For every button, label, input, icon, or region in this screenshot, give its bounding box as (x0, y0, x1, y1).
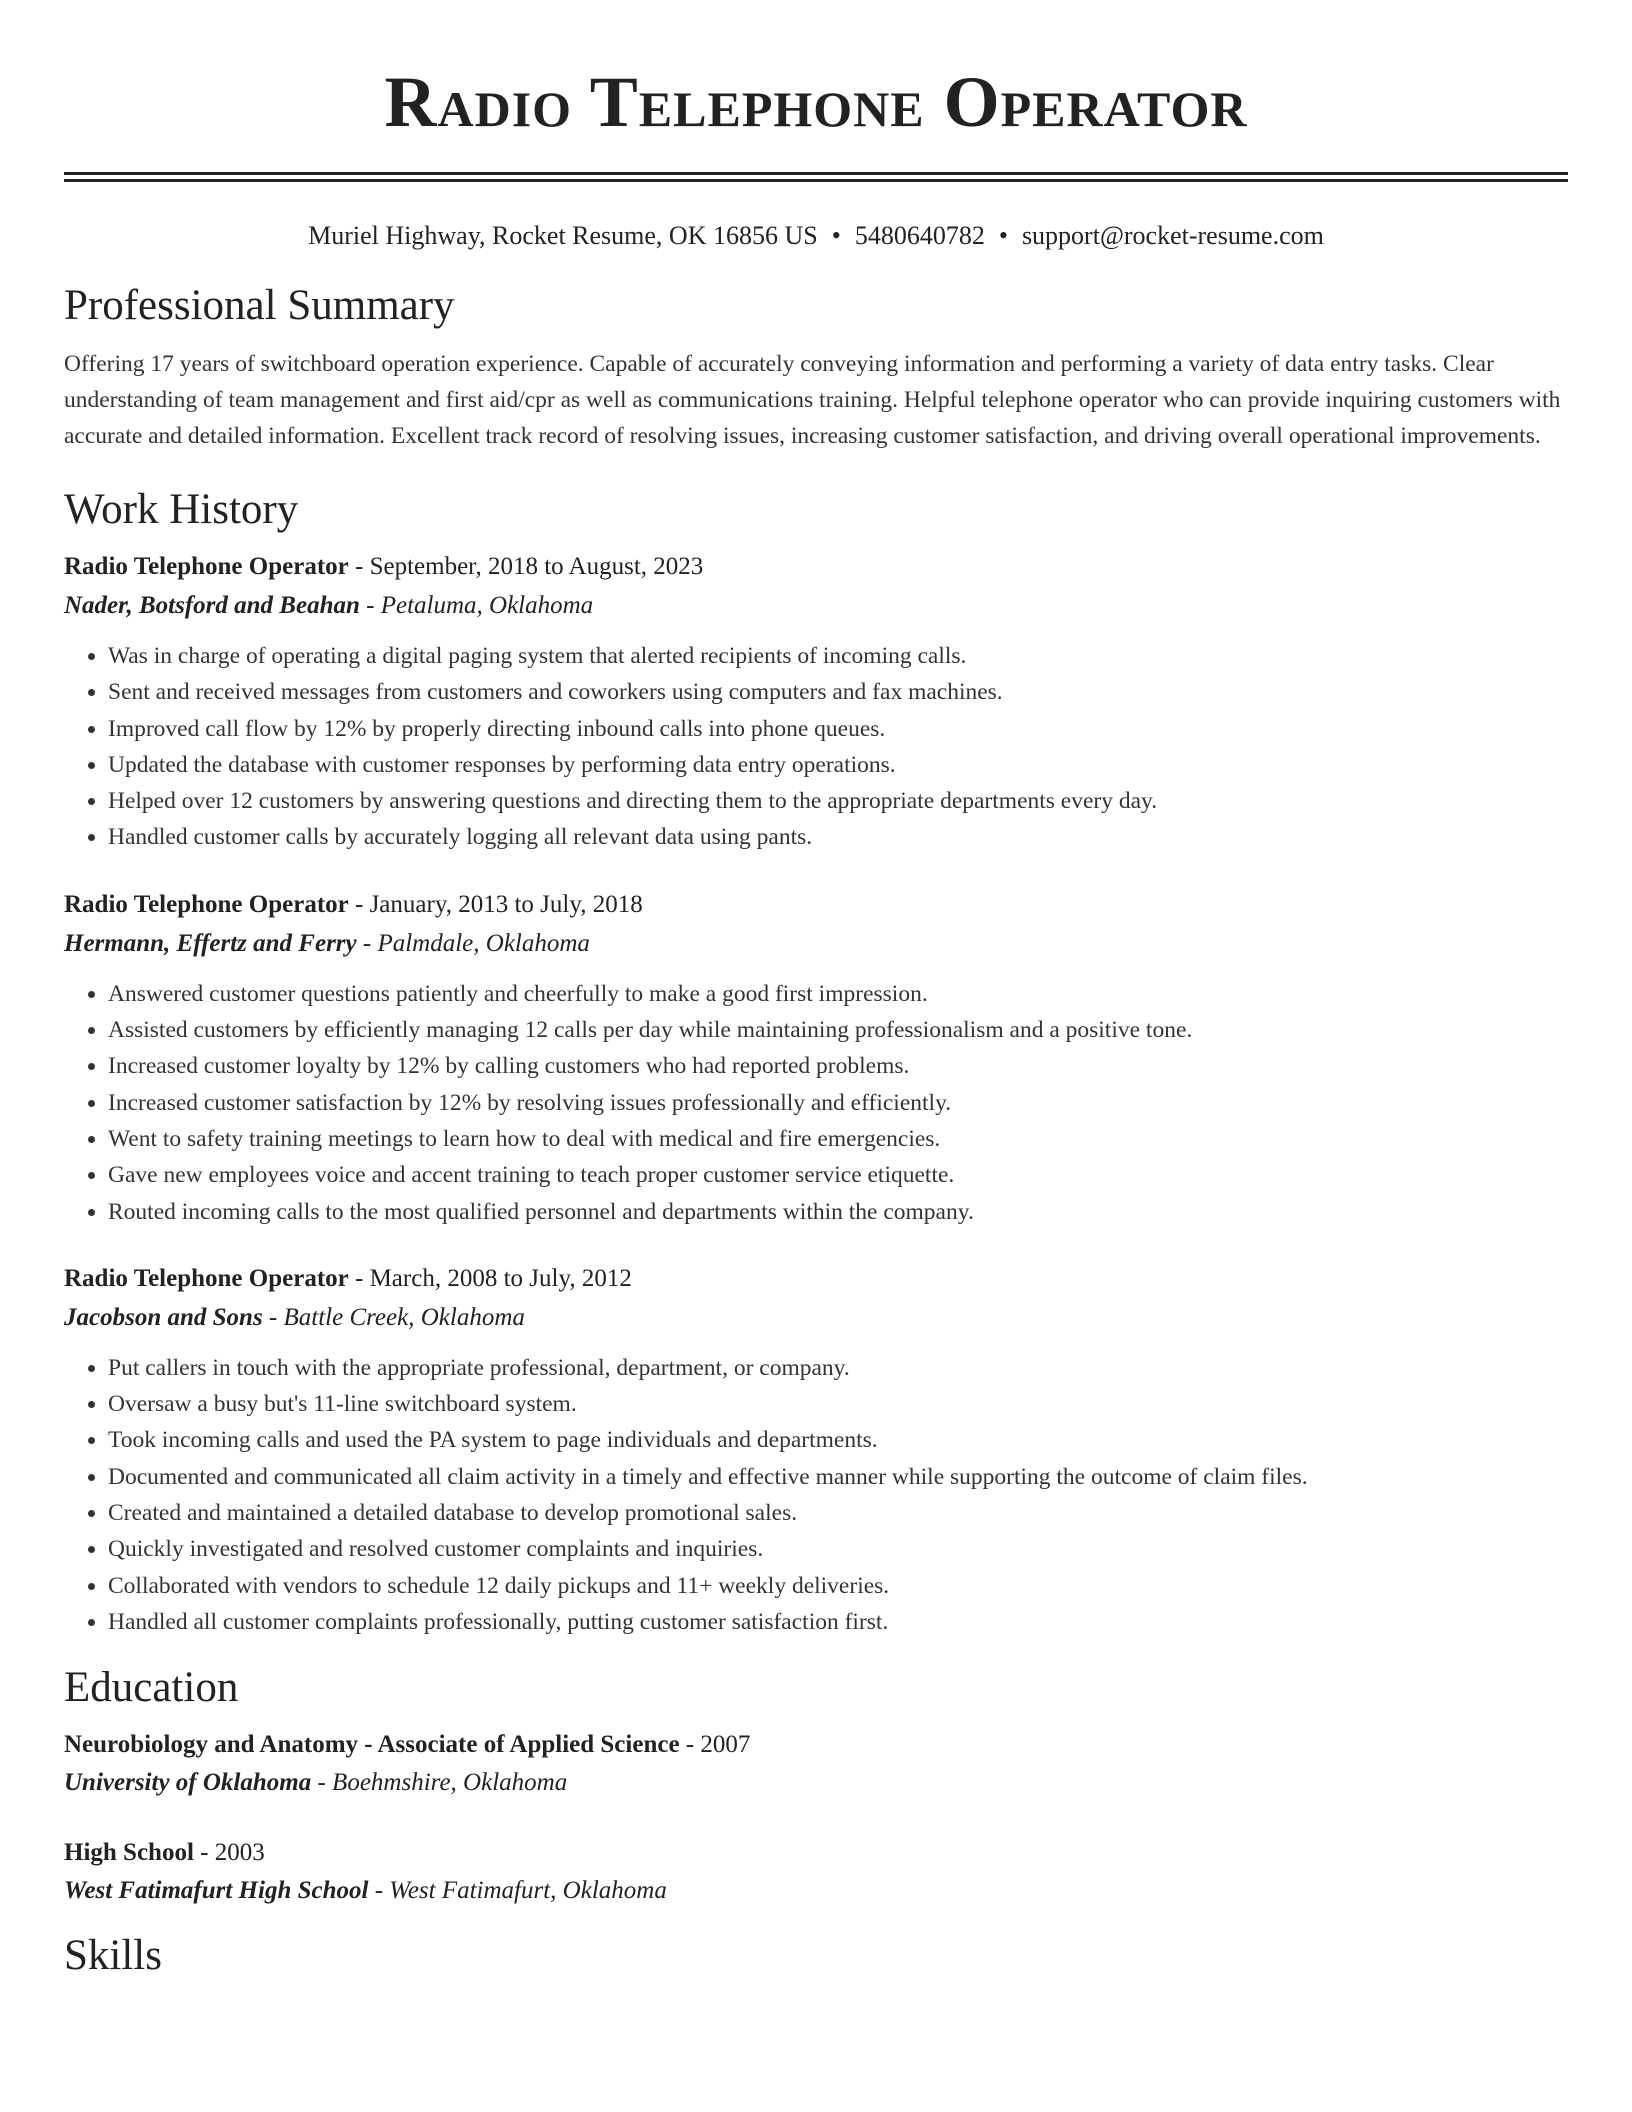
school-name: University of Oklahoma (64, 1769, 312, 1797)
school-name: West Fatimafurt High School (64, 1877, 369, 1905)
job-bullets (64, 1350, 1568, 1640)
list-item: • Handled all customer complaints professionally, putting customer satisfaction first. (108, 1604, 1568, 1640)
contact-phone: 5480640782 (854, 221, 985, 250)
list-item: • Sent and received messages from customers and coworkers using computers and fax machines. (108, 674, 1568, 710)
education-heading: Education (64, 1664, 239, 1712)
skills-section (64, 1930, 1568, 1982)
degree-line (64, 1834, 1568, 1872)
company-line (64, 586, 1568, 626)
degree-name: High School (64, 1839, 194, 1867)
contact-address: Muriel Highway, Rocket Resume, OK 16856 US (308, 221, 818, 250)
list-item: • Went to safety training meetings to learn how to deal with medical and fire emergencies. (108, 1121, 1568, 1157)
company-line (64, 1298, 1568, 1338)
job-title-line (64, 548, 1568, 586)
title-double-rule (64, 172, 1568, 182)
list-item: • Helped over 12 customers by answering questions and directing them to the appropriate departments every day. (108, 783, 1568, 819)
list-item: • Put callers in touch with the appropriate professional, department, or company. (108, 1350, 1568, 1386)
company-name: Hermann, Effertz and Ferry (64, 929, 357, 957)
job-bullets (64, 976, 1568, 1230)
company-name: Nader, Botsford and Beahan (64, 592, 360, 619)
job-bullets (64, 638, 1568, 856)
summary-section (64, 280, 1568, 454)
school-line (64, 1872, 1568, 1910)
job-title-line (64, 1260, 1568, 1298)
contact-separator: • (998, 221, 1008, 250)
job-dates: - March, 2008 to July, 2012 (348, 1264, 632, 1292)
company-location: - Palmdale, Oklahoma (356, 929, 590, 957)
summary-text: Offering 17 years of switchboard operation experience. Capable of accurately conveying information and performing a variety of data entry tasks. Clear understanding of team management and first aid/cpr as well as communications training. Helpful telephone operator who can provide inquiring customers with accurate and detailed information. Excellent track record of resolving issues, increasing customer satisfaction, and driving overall operational improvements. (64, 351, 1561, 449)
list-item: • Documented and communicated all claim activity in a timely and effective manner while supporting the outcome of claim files. (108, 1459, 1568, 1495)
job-title: Radio Telephone Operator (64, 1264, 349, 1292)
list-item: • Was in charge of operating a digital paging system that alerted recipients of incoming calls. (108, 638, 1568, 674)
summary-heading: Professional Summary (64, 282, 455, 329)
company-name: Jacobson and Sons (64, 1303, 263, 1331)
job-dates: - September, 2018 to August, 2023 (348, 553, 704, 580)
list-item: • Routed incoming calls to the most qualified personnel and departments within the company. (108, 1194, 1568, 1230)
degree-year: - 2007 (679, 1731, 751, 1759)
company-line (64, 924, 1568, 964)
education-entry (64, 1726, 1568, 1802)
list-item: • Updated the database with customer responses by performing data entry operations. (108, 747, 1568, 783)
degree-name: Neurobiology and Anatomy - Associate of Applied Science (64, 1731, 680, 1759)
education-entry (64, 1834, 1568, 1910)
contact-separator: • (831, 221, 841, 250)
skills-heading: Skills (64, 1932, 162, 1980)
job-title: Radio Telephone Operator (64, 553, 349, 580)
resume-title: Radio Telephone Operator (384, 62, 1248, 142)
list-item: • Assisted customers by efficiently managing 12 calls per day while maintaining professionalism and a positive tone. (108, 1012, 1568, 1048)
list-item: • Collaborated with vendors to schedule 12 daily pickups and 11+ weekly deliveries. (108, 1568, 1568, 1604)
list-item: • Oversaw a busy but's 11-line switchboard system. (108, 1386, 1568, 1422)
job-entry (64, 886, 1568, 1230)
job-entry (64, 1260, 1568, 1640)
list-item: • Handled customer calls by accurately logging all relevant data using pants. (108, 819, 1568, 855)
degree-line (64, 1726, 1568, 1764)
job-dates: - January, 2013 to July, 2018 (348, 890, 643, 918)
job-entry (64, 548, 1568, 856)
list-item: • Gave new employees voice and accent training to teach proper customer service etiquette. (108, 1157, 1568, 1193)
list-item: • Increased customer satisfaction by 12% by resolving issues professionally and efficiently. (108, 1085, 1568, 1121)
company-location: - Battle Creek, Oklahoma (262, 1303, 525, 1331)
list-item: • Created and maintained a detailed database to develop promotional sales. (108, 1495, 1568, 1531)
list-item: • Quickly investigated and resolved customer complaints and inquiries. (108, 1531, 1568, 1567)
job-title: Radio Telephone Operator (64, 890, 349, 918)
list-item: • Improved call flow by 12% by properly directing inbound calls into phone queues. (108, 711, 1568, 747)
school-line (64, 1764, 1568, 1802)
degree-year: - 2003 (193, 1839, 265, 1867)
company-location: - Petaluma, Oklahoma (359, 592, 594, 619)
list-item: • Answered customer questions patiently and cheerfully to make a good first impression. (108, 976, 1568, 1012)
education-section (64, 1662, 1568, 1910)
work-history-heading: Work History (64, 486, 299, 533)
list-item: • Took incoming calls and used the PA system to page individuals and departments. (108, 1422, 1568, 1458)
school-location: - West Fatimafurt, Oklahoma (368, 1877, 667, 1905)
list-item: • Increased customer loyalty by 12% by calling customers who had reported problems. (108, 1048, 1568, 1084)
contact-line (64, 220, 1568, 252)
job-title-line (64, 886, 1568, 924)
work-history-section (64, 484, 1568, 1640)
contact-email: support@rocket-resume.com (1021, 221, 1324, 250)
school-location: - Boehmshire, Oklahoma (311, 1769, 568, 1797)
